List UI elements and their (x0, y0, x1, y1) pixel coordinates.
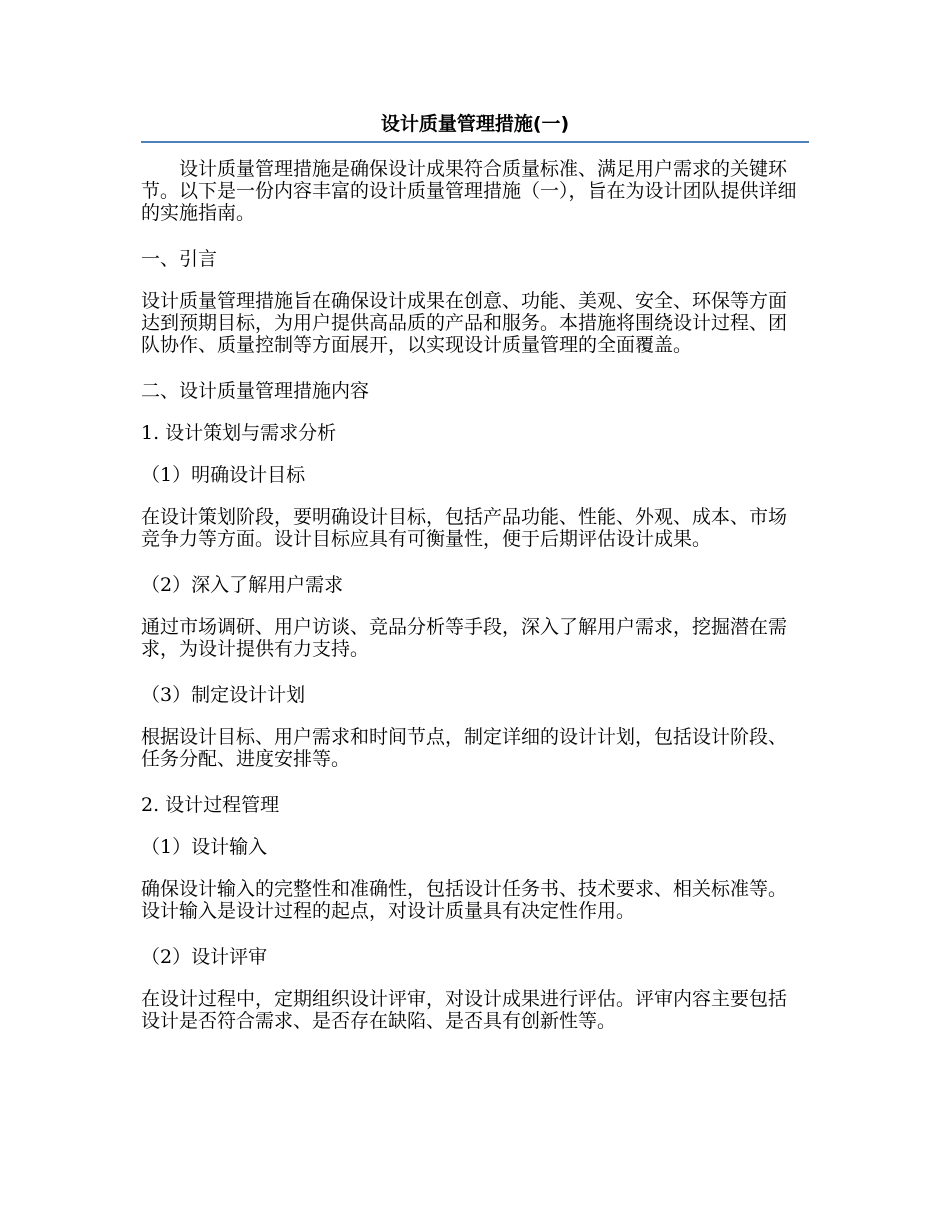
subsection-heading: 2. 设计过程管理 (141, 794, 280, 816)
item-heading: （3）制定设计计划 (141, 684, 306, 706)
item-heading: （2）深入了解用户需求 (141, 574, 344, 596)
title-block (141, 108, 809, 143)
item-heading: （2）设计评审 (141, 946, 268, 968)
document-body (141, 158, 801, 1056)
section-heading: 一、引言 (141, 248, 218, 270)
item-paragraph: 通过市场调研、用户访谈、竞品分析等手段，深入了解用户需求，挖掘潜在需求，为设计提供有力支持。 (141, 616, 788, 660)
item-paragraph: 在设计过程中，定期组织设计评审，对设计成果进行评估。评审内容主要包括设计是否符合需求、是否存在缺陷、是否具有创新性等。 (141, 988, 788, 1032)
subsection-heading: 1. 设计策划与需求分析 (141, 422, 337, 444)
item-paragraph: 在设计策划阶段，要明确设计目标，包括产品功能、性能、外观、成本、市场竞争力等方面。设计目标应具有可衡量性，便于后期评估设计成果。 (141, 506, 788, 550)
item-paragraph: 根据设计目标、用户需求和时间节点，制定详细的设计计划，包括设计阶段、任务分配、进度安排等。 (141, 726, 788, 770)
item-heading: （1）设计输入 (141, 836, 268, 858)
page-title: 设计质量管理措施(一) (380, 113, 570, 135)
item-paragraph: 确保设计输入的完整性和准确性，包括设计任务书、技术要求、相关标准等。设计输入是设计过程的起点，对设计质量具有决定性作用。 (141, 878, 788, 922)
section-heading: 二、设计质量管理措施内容 (141, 380, 370, 402)
section-paragraph: 设计质量管理措施旨在确保设计成果在创意、功能、美观、安全、环保等方面达到预期目标，为用户提供高品质的产品和服务。本措施将围绕设计过程、团队协作、质量控制等方面展开，以实现设计质量管理的全面覆盖。 (141, 290, 788, 356)
intro-paragraph: 设计质量管理措施是确保设计成果符合质量标准、满足用户需求的关键环节。以下是一份内容丰富的设计质量管理措施（一），旨在为设计团队提供详细的实施指南。 (141, 158, 797, 224)
item-heading: （1）明确设计目标 (141, 464, 306, 486)
